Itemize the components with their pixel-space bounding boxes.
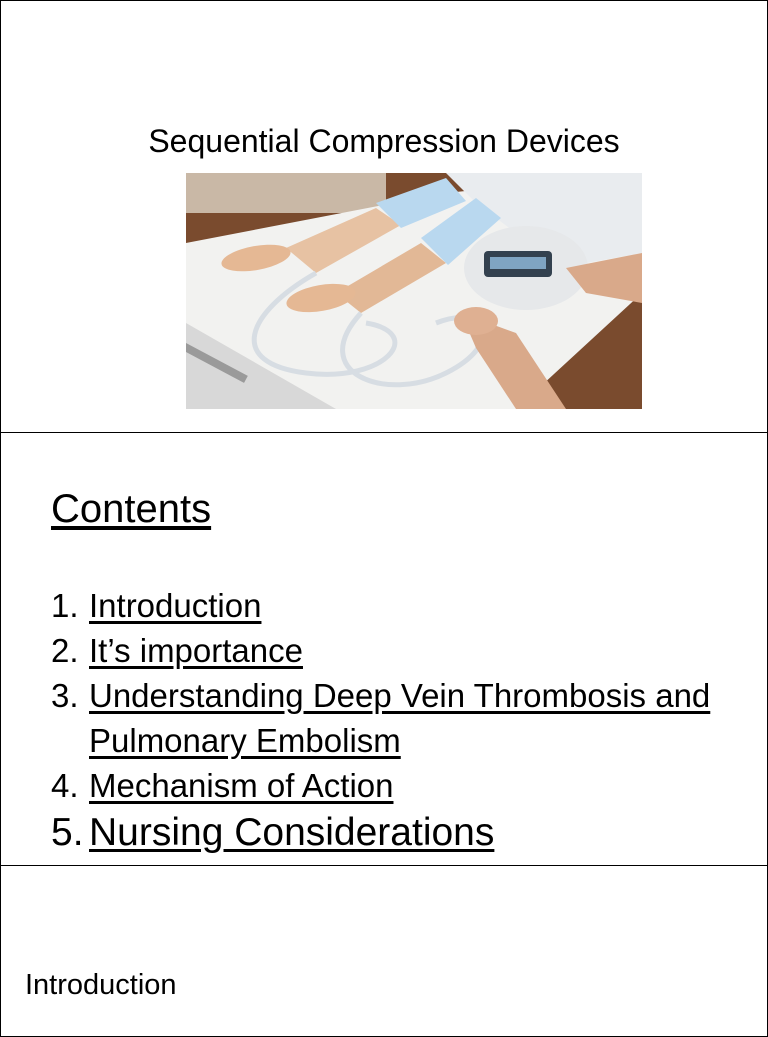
compression-device-illustration: [186, 173, 642, 409]
list-item-number: 4.: [51, 767, 79, 804]
list-item-link[interactable]: Understanding Deep Vein Thrombosis and Pulmonary Embolism: [89, 677, 711, 759]
list-item-number: 5.: [51, 811, 84, 854]
contents-heading: Contents: [51, 487, 212, 531]
list-item-link[interactable]: Nursing Considerations: [89, 811, 495, 854]
list-item[interactable]: [51, 628, 751, 673]
list-item[interactable]: [51, 583, 751, 628]
slide-contents: [0, 432, 768, 866]
list-item-number: 2.: [51, 632, 79, 669]
list-item-number: 1.: [51, 587, 79, 624]
list-item[interactable]: [51, 808, 751, 858]
list-item-number: 3.: [51, 677, 79, 714]
contents-list: [51, 583, 751, 858]
slide-introduction: [0, 865, 768, 1037]
list-item[interactable]: [51, 673, 751, 763]
list-item-link[interactable]: It’s importance: [89, 632, 303, 669]
introduction-heading: Introduction: [25, 969, 177, 1001]
slide-title-heading: Sequential Compression Devices: [148, 123, 620, 159]
slide-title: [0, 0, 768, 433]
list-item[interactable]: [51, 763, 751, 808]
list-item-link[interactable]: Introduction: [89, 587, 262, 624]
list-item-link[interactable]: Mechanism of Action: [89, 767, 394, 804]
compression-device-photo: [186, 173, 642, 409]
